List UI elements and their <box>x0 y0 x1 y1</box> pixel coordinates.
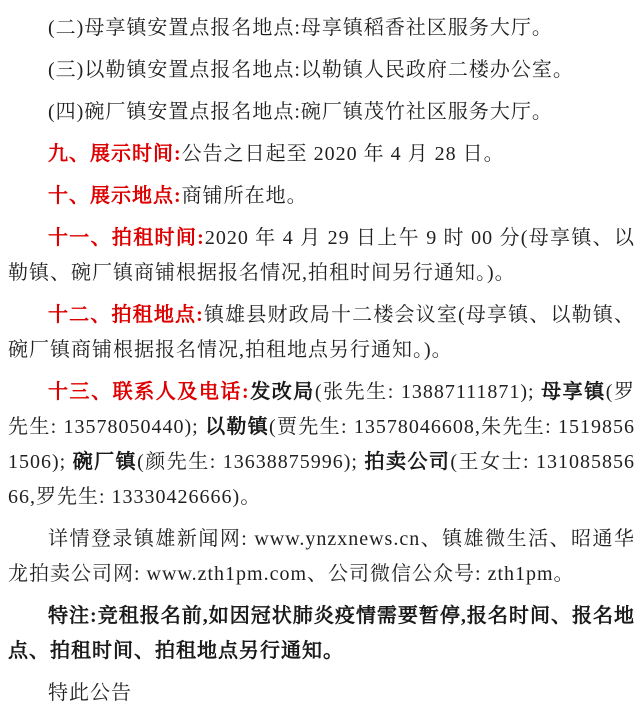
text-segment-normal: (四)碗厂镇安置点报名地点:碗厂镇茂竹社区服务大厅。 <box>48 101 553 123</box>
text-segment-normal: (贾先生: 13578046608,朱先生: 15198561506); <box>8 416 636 473</box>
text-segment-normal: 详情登录镇雄新闻网: www.ynzxnews.cn、镇雄微生活、昭通华龙拍卖公司网: www.zth1pm.com、公司微信公众号: zth1pm。 <box>8 528 635 585</box>
text-segment-normal: 2020 年 4 月 29 日上午 9 时 00 分(母享镇、以勒镇、碗厂镇商铺根据报名情况,拍租时间另行通知。)。 <box>8 227 635 284</box>
section-10-display-place <box>8 179 635 214</box>
text-segment-normal: (王女士: 13108585666,罗先生: 13330426666)。 <box>8 451 636 508</box>
text-segment-red: 九、展示时间: <box>48 143 182 165</box>
text-segment-bold: 拍卖公司 <box>364 451 451 473</box>
websites-info <box>8 522 635 592</box>
text-segment-bold: 发改局 <box>249 381 315 403</box>
section-9-display-time <box>8 137 635 172</box>
text-segment-bold: 母享镇 <box>541 381 606 403</box>
closing-line <box>8 676 635 711</box>
section-11-auction-time <box>8 221 635 291</box>
registration-location-2 <box>8 11 635 46</box>
section-13-contacts <box>8 375 635 515</box>
text-segment-normal: (罗先生: 13578050440); <box>8 381 636 438</box>
text-segment-normal: (二)母享镇安置点报名地点:母享镇稻香社区服务大厅。 <box>48 17 553 39</box>
text-segment-red: 十、展示地点: <box>48 185 182 207</box>
text-segment-normal: (三)以勒镇安置点报名地点:以勒镇人民政府二楼办公室。 <box>48 59 574 81</box>
text-segment-red: 十一、拍租时间: <box>48 227 205 249</box>
text-segment-normal: (张先生: 13887111871); <box>314 381 542 403</box>
text-segment-normal: 镇雄县财政局十二楼会议室(母享镇、以勒镇、碗厂镇商铺根据报名情况,拍租地点另行通知。)。 <box>8 304 635 361</box>
text-segment-red: 十三、联系人及电话: <box>48 381 250 403</box>
registration-location-4 <box>8 95 635 130</box>
text-segment-normal: 特此公告 <box>48 682 132 704</box>
registration-location-3 <box>8 53 635 88</box>
text-segment-normal: (颜先生: 13638875996); <box>137 451 365 473</box>
special-note <box>8 599 635 669</box>
text-segment-normal: 商铺所在地。 <box>181 185 308 207</box>
text-segment-red: 十二、拍租地点: <box>48 304 204 326</box>
text-segment-bold: 特注:竞租报名前,如因冠状肺炎疫情需要暂停,报名时间、报名地点、拍租时间、拍租地点另行通知。 <box>8 605 635 662</box>
text-segment-bold: 碗厂镇 <box>72 451 138 473</box>
text-segment-bold: 以勒镇 <box>205 416 270 438</box>
text-segment-normal: 公告之日起至 2020 年 4 月 28 日。 <box>181 143 505 165</box>
section-12-auction-place <box>8 298 635 368</box>
